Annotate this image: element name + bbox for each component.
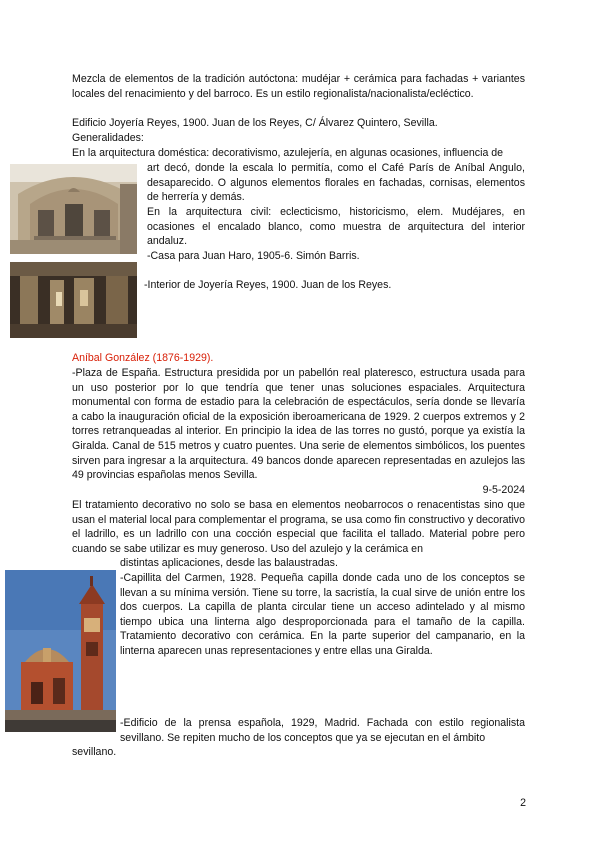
domestic-architecture-text: art decó, donde la escala lo permitía, como el Café París de Aníbal Angulo, desaparecido. O algunos elementos florales en fachadas, cornisas, elementos de herrería y demás. xyxy=(147,162,525,204)
prensa-espanola-paragraph: -Edificio de la prensa española, 1929, Madrid. Fachada con estilo regionalista sevillano. Se repiten mucho de los conceptos que ya se ejecutan en el ámbito xyxy=(120,717,525,744)
date-label: 9-5-2024 xyxy=(482,484,525,496)
facade-photo xyxy=(10,164,137,254)
anibal-gonzalez-heading: Aníbal González (1876-1929). xyxy=(72,352,214,364)
intro-paragraph: Mezcla de elementos de la tradición autóctona: mudéjar + cerámica para fachadas + variantes locales del renacimiento y del barroco. Es un estilo regionalista/nacionalista/ecléctico. xyxy=(72,73,525,100)
civil-architecture-text: En la arquitectura civil: eclecticismo, historicismo, elem. Mudéjares, en ocasiones el encalado blanco, como muestra de arquitectura del interior andaluz. xyxy=(147,206,525,248)
page-number: 2 xyxy=(520,797,526,809)
decorative-treatment-end: distintas aplicaciones, desde las balaustradas. xyxy=(120,557,338,569)
plaza-espana-paragraph: -Plaza de España. Estructura presidida por un pabellón real plateresco, estructura usada para un uso posterior por lo que tendría que tener unas soluciones espaciales. Arquitectura monumental con forma de estadio para la celebración de espectáculos, sería donde se llevaría a cabo la inauguración oficial de la exposición iberoamericana de 1929. 2 cuerpos extremos y 2 torres retranqueadas al interior. En principio la idea de las torres no gustó, porque ya existía la Giralda. Canal de 515 metros y cuatro puentes. Una serie de elementos simbólicos, los puentes sirven para ingresar a la arquitectura. 49 bancos donde aparecen representadas en azulejos las 49 provincias españolas menos Sevilla. xyxy=(72,367,525,482)
capillita-carmen-paragraph: -Capillita del Carmen, 1928. Pequeña capilla donde cada uno de los conceptos se llevan a su mínima versión. Tiene su torre, la sacristía, la cual sirve de unión entre los dos cuerpos. La capilla de planta circular tiene un acceso adintelado y al mismo tiempo ubica una linterna algo desproporcionada para el tamaño de la capilla. Tratamiento decorativo con cerámica. En la parte superior del campanario, en la linterna aparecen unas representaciones y entre ellas una Giralda. xyxy=(120,572,525,657)
casa-juan-haro-caption: -Casa para Juan Haro, 1905-6. Simón Barris. xyxy=(147,250,360,262)
decorative-treatment-paragraph: El tratamiento decorativo no solo se basa en elementos neobarrocos o renacentistas sino que usan el material local para complementar el programa, se usa como fin constructivo y decorativo el ladrillo, es un ladrillo con una cocción especial que facilita el tallado. Material pobre pero cuando se sabe utilizar es muy generoso. Uso del azulejo y la cerámica en xyxy=(72,499,525,555)
domestic-architecture-line: En la arquitectura doméstica: decorativismo, azulejería, en algunas ocasiones, influencia de xyxy=(72,147,504,159)
prensa-espanola-end: sevillano. xyxy=(72,746,117,758)
joyeria-reyes-caption: Edificio Joyería Reyes, 1900. Juan de los Reyes, C/ Álvarez Quintero, Sevilla. xyxy=(72,117,438,129)
capillita-carmen-photo xyxy=(5,570,116,732)
interior-joyeria-caption: -Interior de Joyería Reyes, 1900. Juan de los Reyes. xyxy=(144,279,392,291)
generalidades-heading: Generalidades: xyxy=(72,132,144,144)
interior-photo xyxy=(10,262,137,338)
